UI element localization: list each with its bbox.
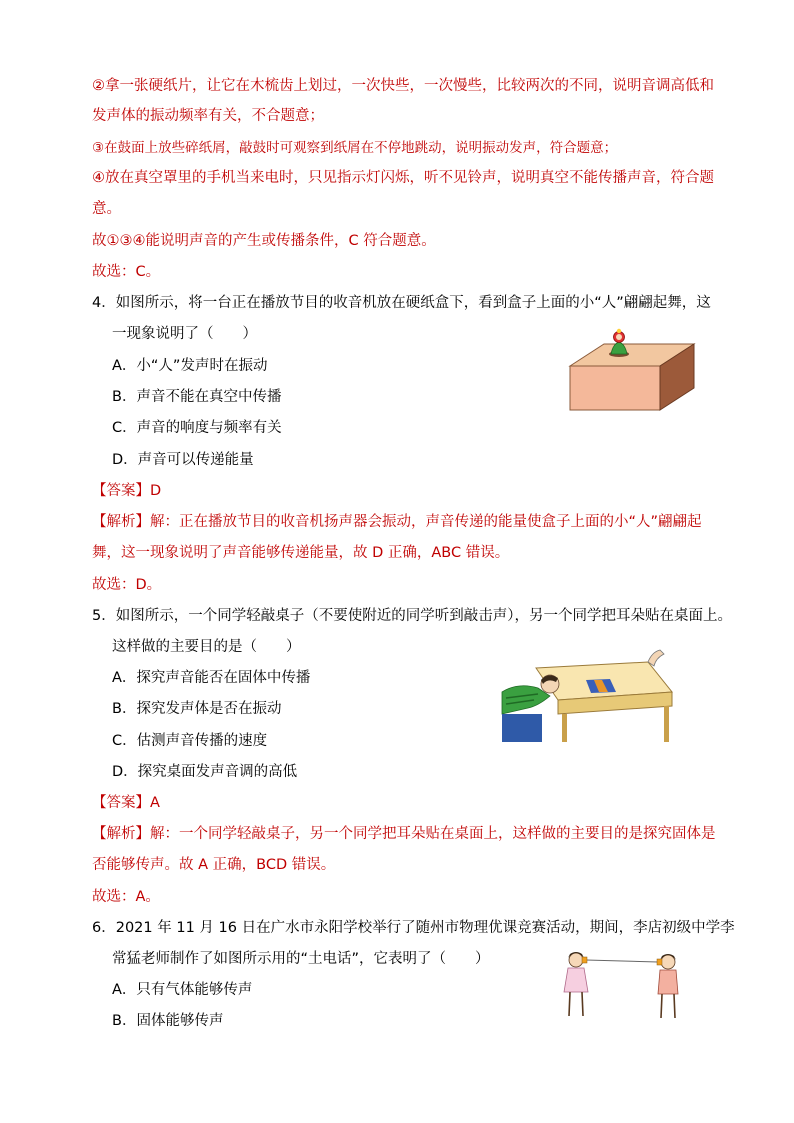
analysis-tag: 【解析】 xyxy=(92,826,150,842)
option-a: A．小“人”发声时在振动 xyxy=(112,358,268,374)
analysis-line xyxy=(92,824,716,844)
analysis-line: 舞，这一现象说明了声音能够传递能量，故 D 正确，ABC 错误。 xyxy=(92,545,510,561)
option-b: B．声音不能在真空中传播 xyxy=(112,389,282,405)
option-b: B．固体能够传声 xyxy=(112,1013,224,1029)
select-line: 故选：A。 xyxy=(92,889,160,905)
analysis-text: 解：一个同学轻敲桌子，另一个同学把耳朵贴在桌面上，这样做的主要目的是探究固体是 xyxy=(150,826,716,842)
question-5-stem: 5．如图所示，一个同学轻敲桌子（不要使附近的同学听到敲击声），另一个同学把耳朵贴在桌面上。 xyxy=(92,608,732,624)
select-line: 故选：C。 xyxy=(92,264,161,280)
analysis-line: ④放在真空罩里的手机当来电时，只见指示灯闪烁，听不见铃声，说明真空不能传播声音，符合题 xyxy=(92,170,714,186)
analysis-line: 否能够传声。故 A 正确，BCD 错误。 xyxy=(92,857,336,873)
option-a: A．只有气体能够传声 xyxy=(112,982,253,998)
question-6-stem: 6．2021 年 11 月 16 日在广水市永阳学校举行了随州市物理优课竞赛活动，期间，李店初级中学李 xyxy=(92,920,735,936)
question-4-stem: 4．如图所示，将一台正在播放节目的收音机放在硬纸盒下，看到盒子上面的小“人”翩翩起舞，这 xyxy=(92,295,711,311)
box-figure-image xyxy=(564,318,704,414)
question-6-stem-cont: 常猛老师制作了如图所示用的“土电话”，它表明了（ ） xyxy=(112,951,490,967)
string-telephone-image xyxy=(556,948,690,1024)
answer-tag: 【答案】 xyxy=(92,795,150,811)
analysis-line xyxy=(92,512,702,532)
option-d: D．声音可以传递能量 xyxy=(112,452,254,468)
option-d: D．探究桌面发声音调的高低 xyxy=(112,764,298,780)
question-4-stem-cont: 一现象说明了（ ） xyxy=(112,326,257,342)
answer-line xyxy=(92,481,161,501)
answer-line xyxy=(92,793,160,813)
option-c: C．估测声音传播的速度 xyxy=(112,733,268,749)
option-a: A．探究声音能否在固体中传播 xyxy=(112,670,311,686)
analysis-line: 意。 xyxy=(92,201,121,217)
analysis-line: ③在鼓面上放些碎纸屑，敲鼓时可观察到纸屑在不停地跳动，说明振动发声，符合题意； xyxy=(92,140,618,156)
option-c: C．声音的响度与频率有关 xyxy=(112,420,282,436)
answer-tag: 【答案】 xyxy=(92,483,150,499)
select-line: 故选：D。 xyxy=(92,577,162,593)
answer-value: A xyxy=(150,795,160,811)
desk-figure-image xyxy=(498,648,674,744)
analysis-text: 解：正在播放节目的收音机扬声器会振动，声音传递的能量使盒子上面的小“人”翩翩起 xyxy=(150,514,702,530)
analysis-line: 故①③④能说明声音的产生或传播条件，C 符合题意。 xyxy=(92,233,436,249)
analysis-line: 发声体的振动频率有关，不合题意； xyxy=(92,108,324,124)
option-b: B．探究发声体是否在振动 xyxy=(112,701,282,717)
answer-value: D xyxy=(150,483,162,499)
question-5-stem-cont: 这样做的主要目的是（ ） xyxy=(112,639,301,655)
analysis-tag: 【解析】 xyxy=(92,514,150,530)
analysis-line: ②拿一张硬纸片，让它在木梳齿上划过，一次快些，一次慢些，比较两次的不同，说明音调高低和 xyxy=(92,78,714,94)
